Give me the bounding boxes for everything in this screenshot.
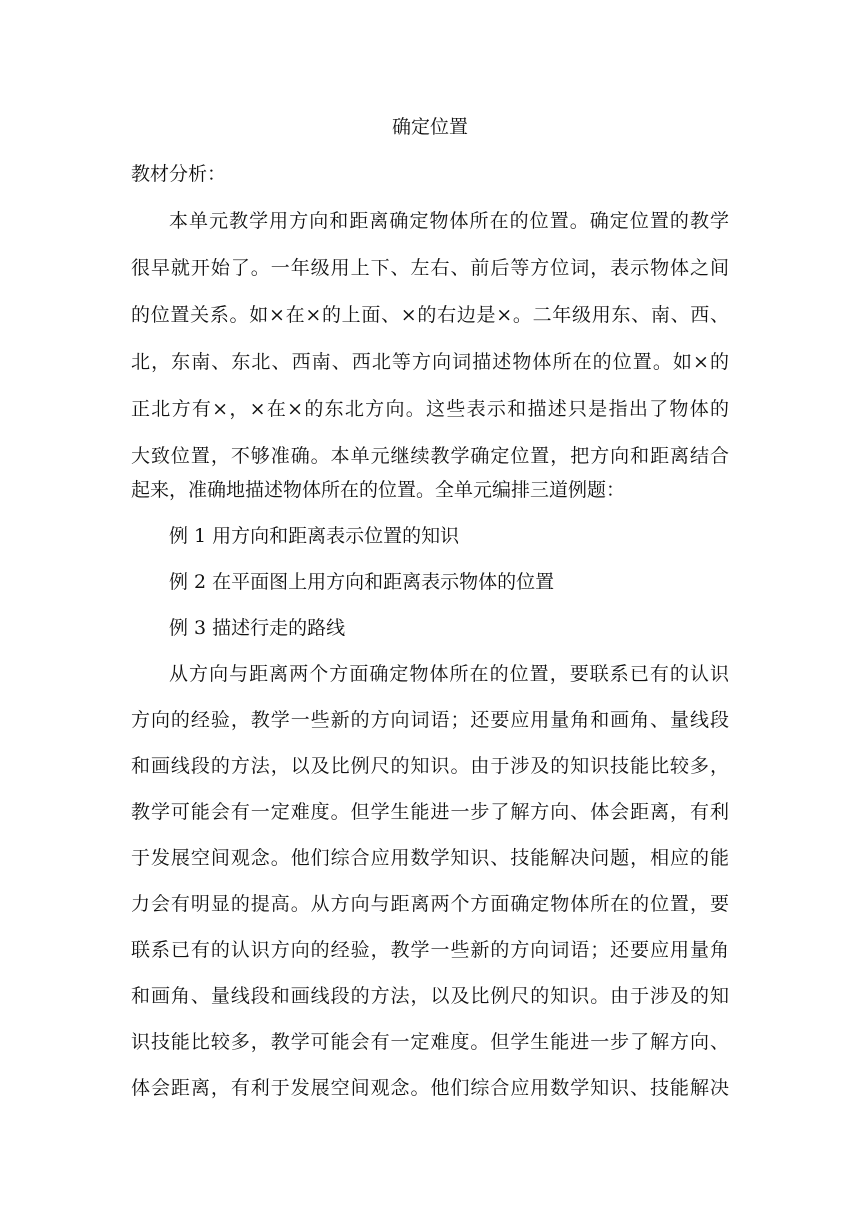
text-line: 的位置关系。如×在×的上面、×的右边是×。二年级用东、南、西、 — [131, 304, 729, 326]
text-line: 于发展空间观念。他们综合应用数学知识、技能解决问题，相应的能 — [131, 847, 729, 869]
text-line: 和画线段的方法，以及比例尺的知识。由于涉及的知识技能比较多， — [131, 755, 729, 777]
text-line: 力会有明显的提高。从方向与距离两个方面确定物体所在的位置，要 — [131, 893, 729, 915]
example-item: 例 1 用方向和距离表示位置的知识 — [169, 525, 460, 547]
text-line: 识技能比较多，教学可能会有一定难度。但学生能进一步了解方向、 — [131, 1031, 729, 1053]
text-line: 和画角、量线段和画线段的方法，以及比例尺的知识。由于涉及的知 — [131, 985, 729, 1007]
document-title: 确定位置 — [391, 116, 468, 138]
text-line: 起来，准确地描述物体所在的位置。全单元编排三道例题： — [131, 479, 626, 501]
text-line: 从方向与距离两个方面确定物体所在的位置，要联系已有的认识 — [169, 663, 729, 685]
text-line: 很早就开始了。一年级用上下、左右、前后等方位词，表示物体之间 — [131, 257, 729, 279]
example-item: 例 3 描述行走的路线 — [169, 617, 346, 639]
text-line: 本单元教学用方向和距离确定物体所在的位置。确定位置的教学 — [169, 210, 729, 232]
text-line: 联系已有的认识方向的经验，教学一些新的方向词语；还要应用量角 — [131, 939, 729, 961]
text-line: 方向的经验，教学一些新的方向词语；还要应用量角和画角、量线段 — [131, 709, 729, 731]
text-line: 体会距离，有利于发展空间观念。他们综合应用数学知识、技能解决 — [131, 1077, 729, 1099]
text-line: 教学可能会有一定难度。但学生能进一步了解方向、体会距离，有利 — [131, 801, 729, 823]
section-heading: 教材分析： — [131, 163, 227, 185]
example-item: 例 2 在平面图上用方向和距离表示物体的位置 — [169, 571, 555, 593]
text-line: 大致位置，不够准确。本单元继续教学确定位置，把方向和距离结合 — [131, 445, 729, 467]
text-line: 北，东南、东北、西南、西北等方向词描述物体所在的位置。如×的 — [131, 351, 729, 373]
text-line: 正北方有×，×在×的东北方向。这些表示和描述只是指出了物体的 — [131, 398, 729, 420]
